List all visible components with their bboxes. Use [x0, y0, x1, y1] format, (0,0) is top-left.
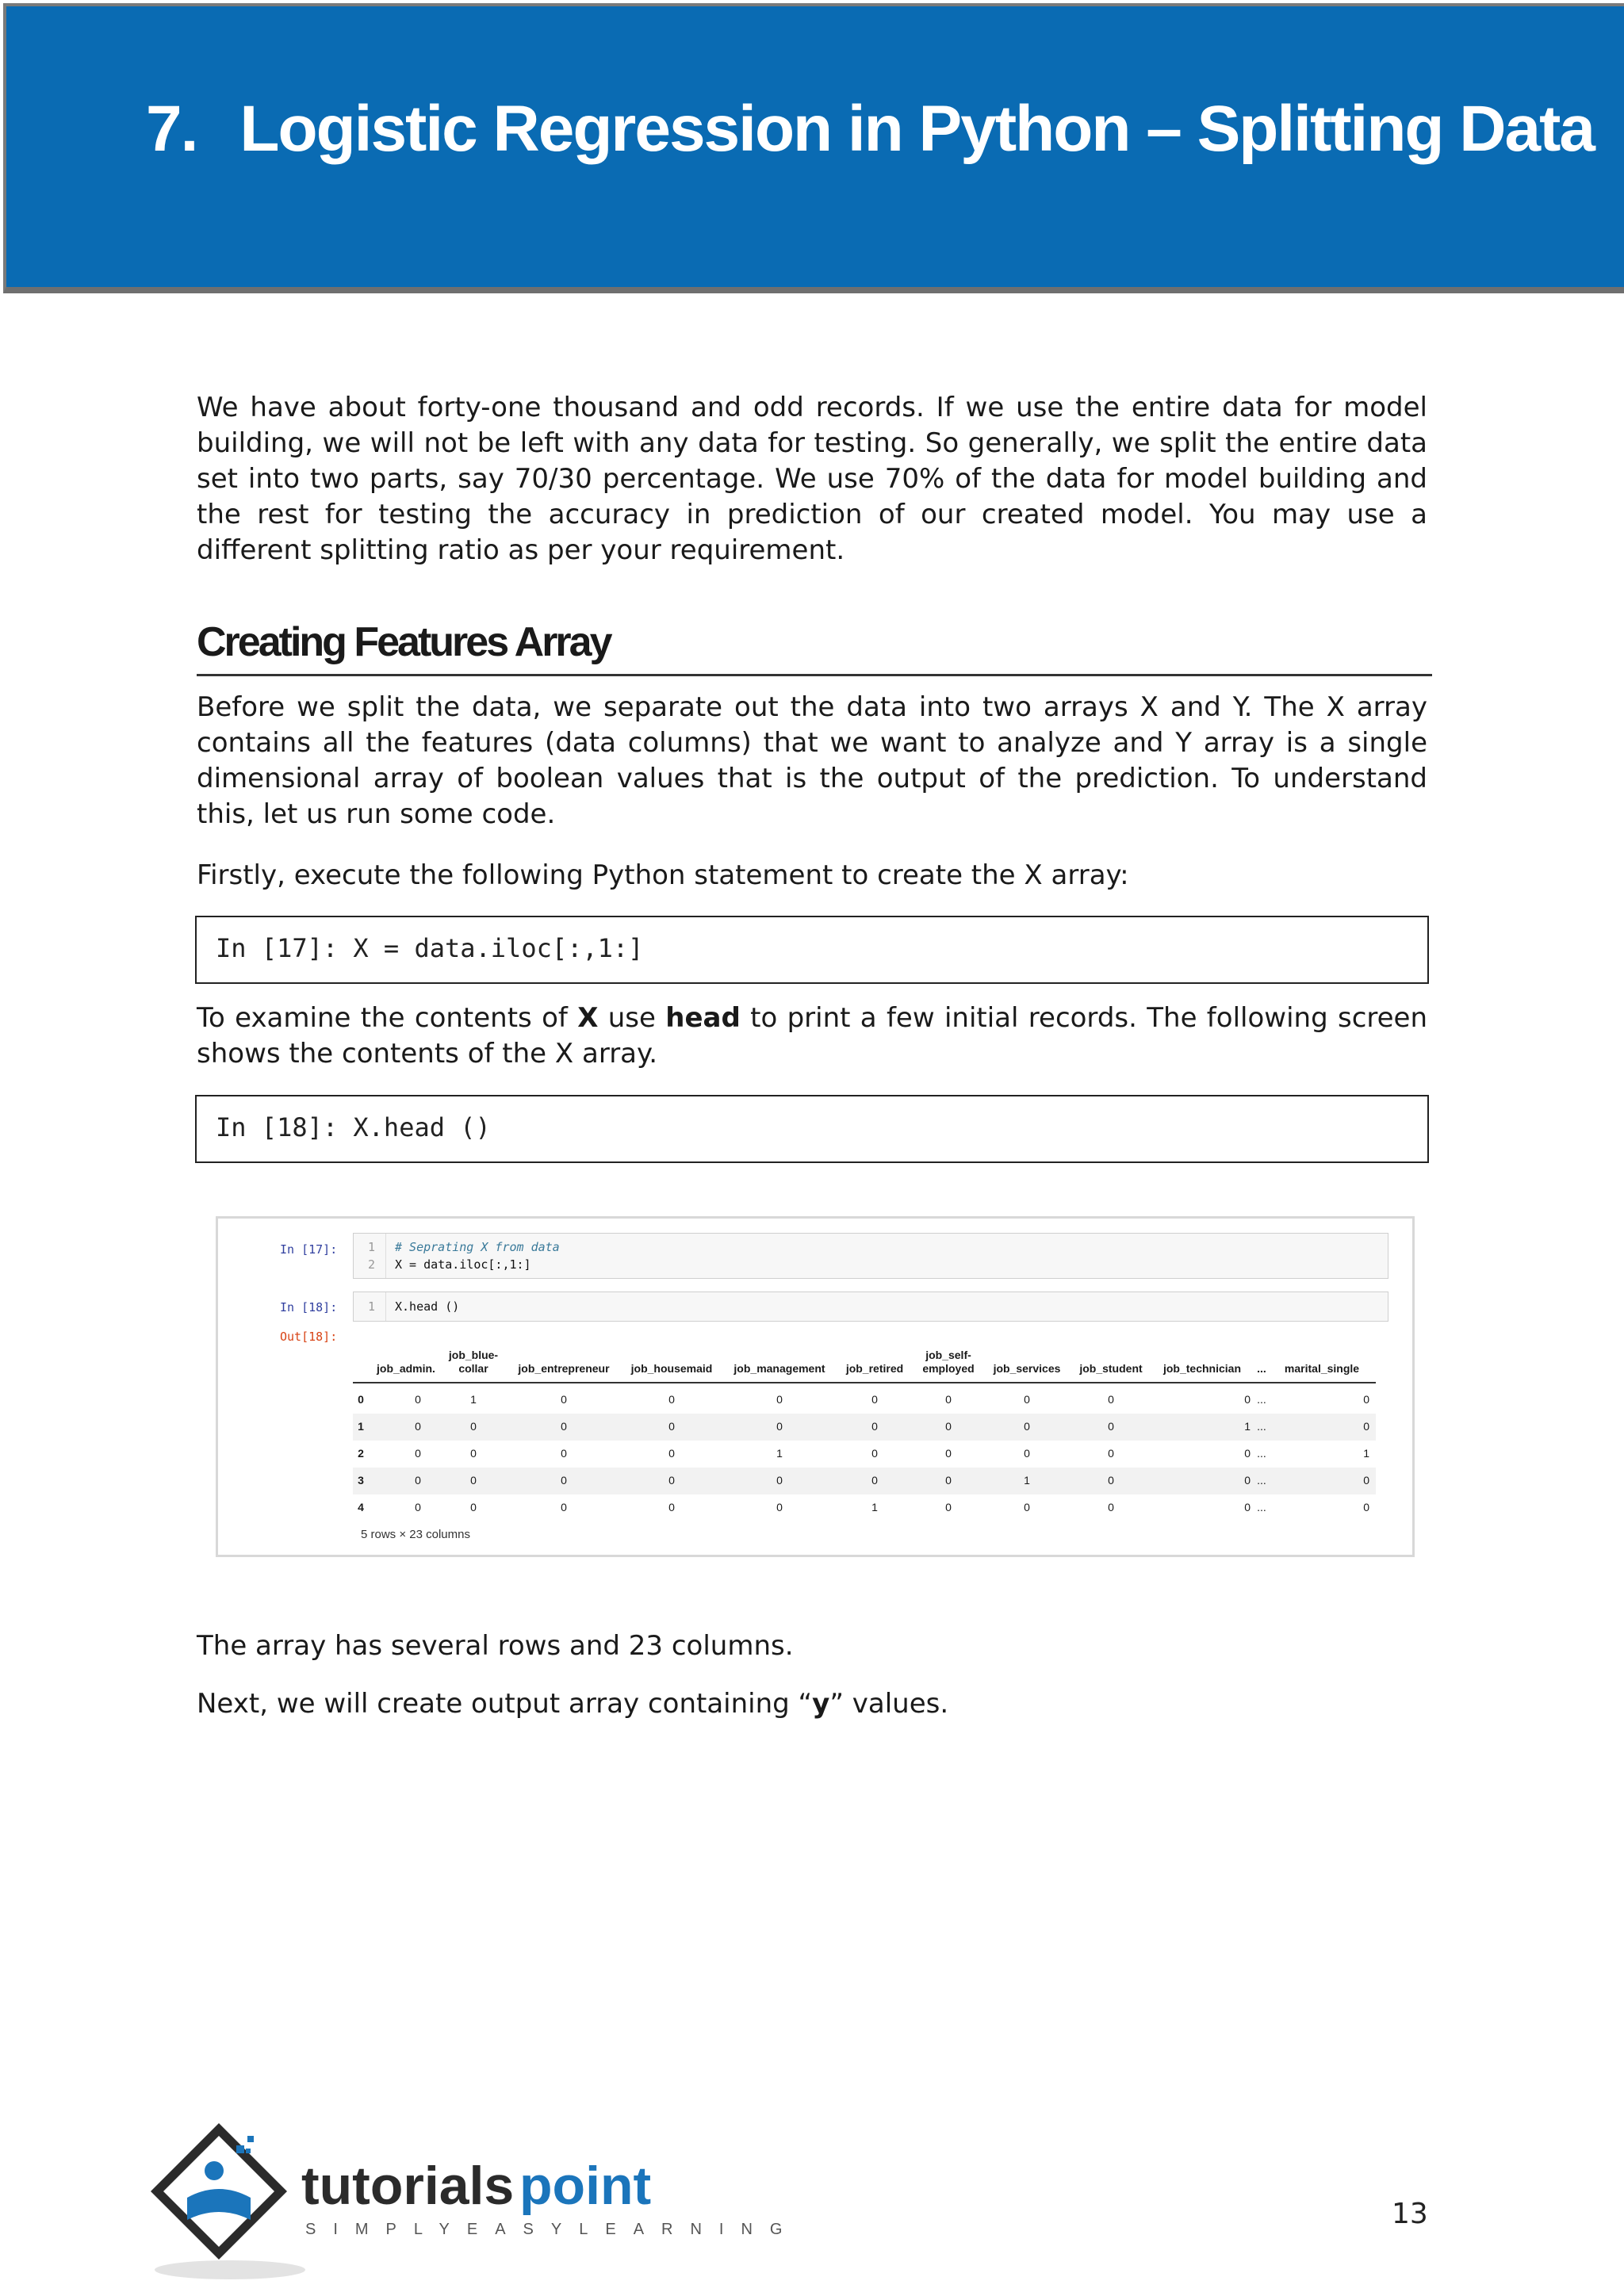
- table-cell: 0: [871, 1447, 878, 1460]
- column-header: job_management: [733, 1362, 825, 1375]
- column-header: job_entrepreneur: [518, 1362, 610, 1375]
- chapter-title: [146, 92, 1594, 166]
- table-cell: 0: [1024, 1501, 1030, 1513]
- table-cell: 0: [871, 1420, 878, 1433]
- line-number: 1: [368, 1299, 376, 1314]
- logo-dot: [246, 2149, 251, 2153]
- table-cell: 0: [1244, 1501, 1251, 1513]
- table-cell: 0: [945, 1447, 952, 1460]
- row-index: 1: [358, 1420, 364, 1433]
- row-index: 4: [358, 1501, 364, 1513]
- para3-text-c: to print a few initial records. The following screen shows the contents of the X array.: [197, 1002, 1428, 1070]
- table-row: [353, 1494, 1376, 1521]
- table-cell: 0: [415, 1393, 421, 1406]
- code-line: X = data.iloc[:,1:]: [395, 1257, 531, 1272]
- table-row: [353, 1387, 1376, 1414]
- table-header: [353, 1342, 1376, 1383]
- tutorialspoint-logo: [143, 2115, 800, 2282]
- closing-paragraph-1: The array has several rows and 23 columns.: [197, 1630, 794, 1662]
- table-cell: 0: [415, 1474, 421, 1487]
- column-header: job_admin.: [377, 1362, 435, 1375]
- gutter-divider: [385, 1292, 386, 1321]
- table-cell: 1: [1363, 1447, 1369, 1460]
- table-row: [353, 1414, 1376, 1441]
- page-number: 13: [1392, 2198, 1428, 2230]
- table-cell: ...: [1257, 1447, 1266, 1460]
- table-cell: 0: [1108, 1474, 1114, 1487]
- logo-tagline: SIMPLYEASYLEARNING: [305, 2221, 800, 2238]
- table-cell: 0: [561, 1474, 567, 1487]
- table-cell: 0: [668, 1474, 675, 1487]
- logo-text-b: point: [519, 2156, 652, 2216]
- chapter-title-text: Logistic Regression in Python – Splitting Data: [239, 93, 1595, 165]
- table-cell: 0: [1244, 1447, 1251, 1460]
- prompt-in-17: In [17]:: [280, 1242, 338, 1257]
- table-cell: 0: [415, 1501, 421, 1513]
- para3-text-a: To examine the contents of: [197, 1002, 578, 1034]
- table-cell: 0: [776, 1420, 783, 1433]
- logo-dot: [247, 2136, 254, 2142]
- table-cell: 0: [561, 1393, 567, 1406]
- logo-graphic: [143, 2115, 800, 2282]
- table-cell: 0: [1363, 1393, 1369, 1406]
- table-cell: 0: [776, 1474, 783, 1487]
- table-cell: 1: [776, 1447, 783, 1460]
- column-header: job_services: [993, 1362, 1061, 1375]
- closing-paragraph-2: [197, 1686, 1427, 1722]
- section-paragraph-2: Firstly, execute the following Python statement to create the X array:: [197, 859, 1129, 891]
- table-cell: 1: [470, 1393, 477, 1406]
- table-cell: 0: [1024, 1393, 1030, 1406]
- column-header: job_blue-collar: [448, 1349, 499, 1375]
- column-header: job_housemaid: [630, 1362, 713, 1375]
- logo-shadow: [155, 2260, 305, 2279]
- line-number: 2: [368, 1257, 376, 1272]
- table-cell: 0: [945, 1393, 952, 1406]
- chapter-number: 7.: [146, 93, 197, 165]
- table-cell: 0: [945, 1501, 952, 1513]
- gutter-divider: [385, 1234, 386, 1278]
- logo-reader-head: [205, 2161, 224, 2180]
- table-cell: 0: [1024, 1420, 1030, 1433]
- table-cell: 0: [470, 1501, 477, 1513]
- row-index: 3: [358, 1474, 364, 1487]
- table-cell: ...: [1257, 1501, 1266, 1513]
- table-cell: 0: [561, 1447, 567, 1460]
- column-header: marital_single: [1284, 1362, 1360, 1375]
- table-cell: 0: [470, 1447, 477, 1460]
- table-cell: 0: [871, 1393, 878, 1406]
- table-cell: 0: [470, 1474, 477, 1487]
- table-cell: 0: [1108, 1420, 1114, 1433]
- table-row: [353, 1468, 1376, 1494]
- code-cell-18[interactable]: [353, 1292, 1388, 1322]
- section-paragraph-3: [197, 1001, 1427, 1072]
- table-cell: 0: [561, 1501, 567, 1513]
- logo-text-a: tutorials: [301, 2156, 515, 2216]
- table-cell: 0: [945, 1420, 952, 1433]
- column-header: job_retired: [845, 1362, 904, 1375]
- table-cell: 0: [1244, 1474, 1251, 1487]
- closing-section: [197, 1628, 1427, 1664]
- code-cell-17[interactable]: [353, 1233, 1388, 1279]
- table-cell: 0: [668, 1420, 675, 1433]
- table-cell: 0: [871, 1474, 878, 1487]
- code-block-2: In [18]: X.head (): [195, 1095, 1429, 1163]
- table-cell: 0: [1108, 1501, 1114, 1513]
- line-number: 1: [368, 1240, 376, 1254]
- chapter-banner: [3, 3, 1624, 293]
- para3-bold-head: head: [665, 1002, 741, 1034]
- table-cell: 1: [871, 1501, 878, 1513]
- notebook-screenshot: [216, 1216, 1415, 1557]
- section-body-2: [197, 858, 1427, 894]
- table-row: [353, 1441, 1376, 1468]
- table-cell: 0: [1363, 1501, 1369, 1513]
- para3-text-b: use: [598, 1002, 666, 1034]
- table-cell: 1: [1024, 1474, 1030, 1487]
- code-line: X.head (): [395, 1299, 460, 1314]
- column-header: job_student: [1079, 1362, 1143, 1375]
- closing2-text-b: ” values.: [829, 1688, 949, 1720]
- table-cell: 0: [1363, 1420, 1369, 1433]
- row-index: 0: [358, 1393, 364, 1406]
- row-index: 2: [358, 1447, 364, 1460]
- table-cell: 1: [1244, 1420, 1251, 1433]
- table-cell: 0: [668, 1447, 675, 1460]
- table-cell: 0: [776, 1393, 783, 1406]
- table-footer: 5 rows × 23 columns: [361, 1528, 470, 1541]
- section-body-3: [197, 1001, 1427, 1072]
- code-block-1: In [17]: X = data.iloc[:,1:]: [195, 916, 1429, 984]
- table-cell: 0: [1108, 1393, 1114, 1406]
- section-heading: Creating Features Array: [197, 618, 1432, 676]
- table-cell: ...: [1257, 1420, 1266, 1433]
- table-cell: 0: [1363, 1474, 1369, 1487]
- table-cell: 0: [668, 1501, 675, 1513]
- table-cell: 0: [776, 1501, 783, 1513]
- para3-bold-x: X: [577, 1002, 599, 1034]
- table-cell: 0: [1024, 1447, 1030, 1460]
- intro-paragraph: We have about forty-one thousand and odd records. If we use the entire data for model building, we will not be left with any data for testing. So generally, we split the entire data set into two parts, say 70/30 percentage. We use 70% of the data for model building and the rest for testing the accuracy in prediction of our created model. You may use a different splitting ratio as per your requirement.: [197, 392, 1427, 566]
- prompt-in-18: In [18]:: [280, 1300, 338, 1314]
- table-cell: 0: [1108, 1447, 1114, 1460]
- code-comment: # Seprating X from data: [395, 1240, 560, 1254]
- closing-section-2: [197, 1686, 1427, 1722]
- intro-section: [197, 390, 1427, 568]
- column-header: job_technician: [1162, 1362, 1242, 1375]
- table-cell: ...: [1257, 1393, 1266, 1406]
- closing2-text-a: Next, we will create output array containing “: [197, 1688, 813, 1720]
- table-cell: 0: [561, 1420, 567, 1433]
- table-cell: 0: [415, 1420, 421, 1433]
- column-header: job_self-employed: [922, 1349, 975, 1375]
- section-paragraph-1: Before we split the data, we separate out the data into two arrays X and Y. The X array contains all the features (data columns) that we want to analyze and Y array is a single dimensional array of boolean values that is the output of the prediction. To understand this, let us run some code.: [197, 691, 1427, 830]
- logo-dot: [236, 2145, 244, 2153]
- table-cell: 0: [945, 1474, 952, 1487]
- prompt-out-18: Out[18]:: [280, 1330, 338, 1344]
- column-header: ...: [1257, 1362, 1266, 1375]
- closing2-bold-y: y: [812, 1688, 830, 1720]
- table-cell: 0: [415, 1447, 421, 1460]
- section-body: [197, 690, 1427, 832]
- table-cell: 0: [668, 1393, 675, 1406]
- table-cell: 0: [1244, 1393, 1251, 1406]
- table-cell: 0: [470, 1420, 477, 1433]
- table-cell: ...: [1257, 1474, 1266, 1487]
